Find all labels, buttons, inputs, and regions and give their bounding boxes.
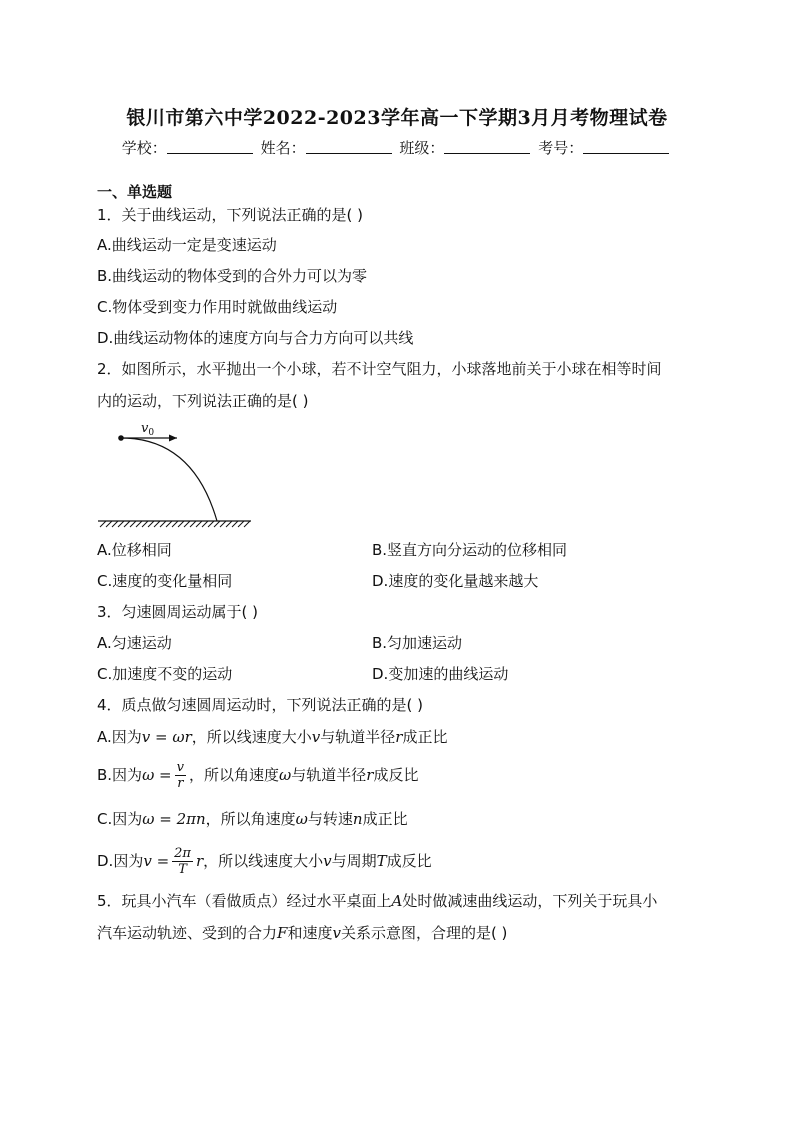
q4-stem: 4．质点做匀速圆周运动时，下列说法正确的是( ) [97, 696, 424, 714]
trajectory-curve [121, 438, 217, 521]
fraction-v-over-r: $\frac{v}{r}$ [176, 760, 184, 791]
q2-option-c: C.速度的变化量相同 [97, 572, 233, 590]
q5-stem-line2: 汽车运动轨迹、受到的合力F和速度v关系示意图，合理的是( ) [97, 924, 508, 942]
q1-option-c: C.物体受到变力作用时就做曲线运动 [97, 298, 338, 316]
formula-v-omega-r: v = ωr [141, 728, 192, 746]
q2-option-b: B.竖直方向分运动的位移相同 [372, 541, 568, 559]
q4-option-c: C.因为ω = 2πn，所以角速度ω与转速n成正比 [97, 810, 408, 828]
q3-option-a: A.匀速运动 [97, 634, 172, 652]
page-title: 银川市第六中学2022-2023学年高一下学期3月月考物理试卷 [126, 107, 668, 129]
q3-option-d: D.变加速的曲线运动 [372, 665, 509, 683]
student-info-line [0, 137, 794, 158]
q2-option-a: A.位移相同 [97, 541, 172, 559]
q3-option-b: B.匀加速运动 [372, 634, 463, 652]
ground-hatching [100, 521, 250, 527]
q1-option-a: A.曲线运动一定是变速运动 [97, 236, 277, 254]
school-label: 学校： [121, 139, 167, 157]
fraction-2pi-over-T: $\frac{2\pi}{T}$ [174, 846, 191, 877]
q4-option-d: D.因为v = $\frac{2\pi}{T}$ r，所以线速度大小v与周期T成反比 [97, 846, 432, 877]
q5-stem-line1: 5．玩具小汽车（看做质点）经过水平桌面上A处时做减速曲线运动，下列关于玩具小 [97, 892, 658, 910]
q3-option-c: C.加速度不变的运动 [97, 665, 233, 683]
exam-number-blank [583, 139, 669, 154]
q1-stem: 1．关于曲线运动，下列说法正确的是( ) [97, 206, 364, 224]
q1-option-b: B.曲线运动的物体受到的合外力可以为零 [97, 267, 368, 285]
q2-option-d: D.速度的变化量越来越大 [372, 572, 539, 590]
class-label: 班级： [399, 139, 445, 157]
q1-option-d: D.曲线运动物体的速度方向与合力方向可以共线 [97, 329, 414, 347]
exam-number-label: 考号： [538, 139, 584, 157]
q4-option-b: B.因为ω = $\frac{v}{r}$ ，所以角速度ω与轨道半径r成反比 [97, 760, 419, 791]
school-blank [167, 139, 253, 154]
class-blank [444, 139, 530, 154]
name-label: 姓名： [260, 139, 306, 157]
q4-option-a: A.因为v = ωr，所以线速度大小v与轨道半径r成正比 [97, 728, 448, 746]
section-heading: 一、单选题 [97, 183, 173, 201]
formula-omega-2pi-n: ω = 2πn [142, 810, 206, 828]
q3-stem: 3．匀速圆周运动属于( ) [97, 603, 259, 621]
q2-stem-line1: 2．如图所示，水平抛出一个小球，若不计空气阻力，小球落地前关于小球在相等时间 [97, 360, 662, 378]
arrow-head-icon [169, 435, 177, 442]
q2-stem-line2: 内的运动，下列说法正确的是( ) [97, 392, 309, 410]
name-blank [306, 139, 392, 154]
v0-label: $v_0$ [141, 421, 155, 438]
projectile-figure [95, 415, 265, 530]
